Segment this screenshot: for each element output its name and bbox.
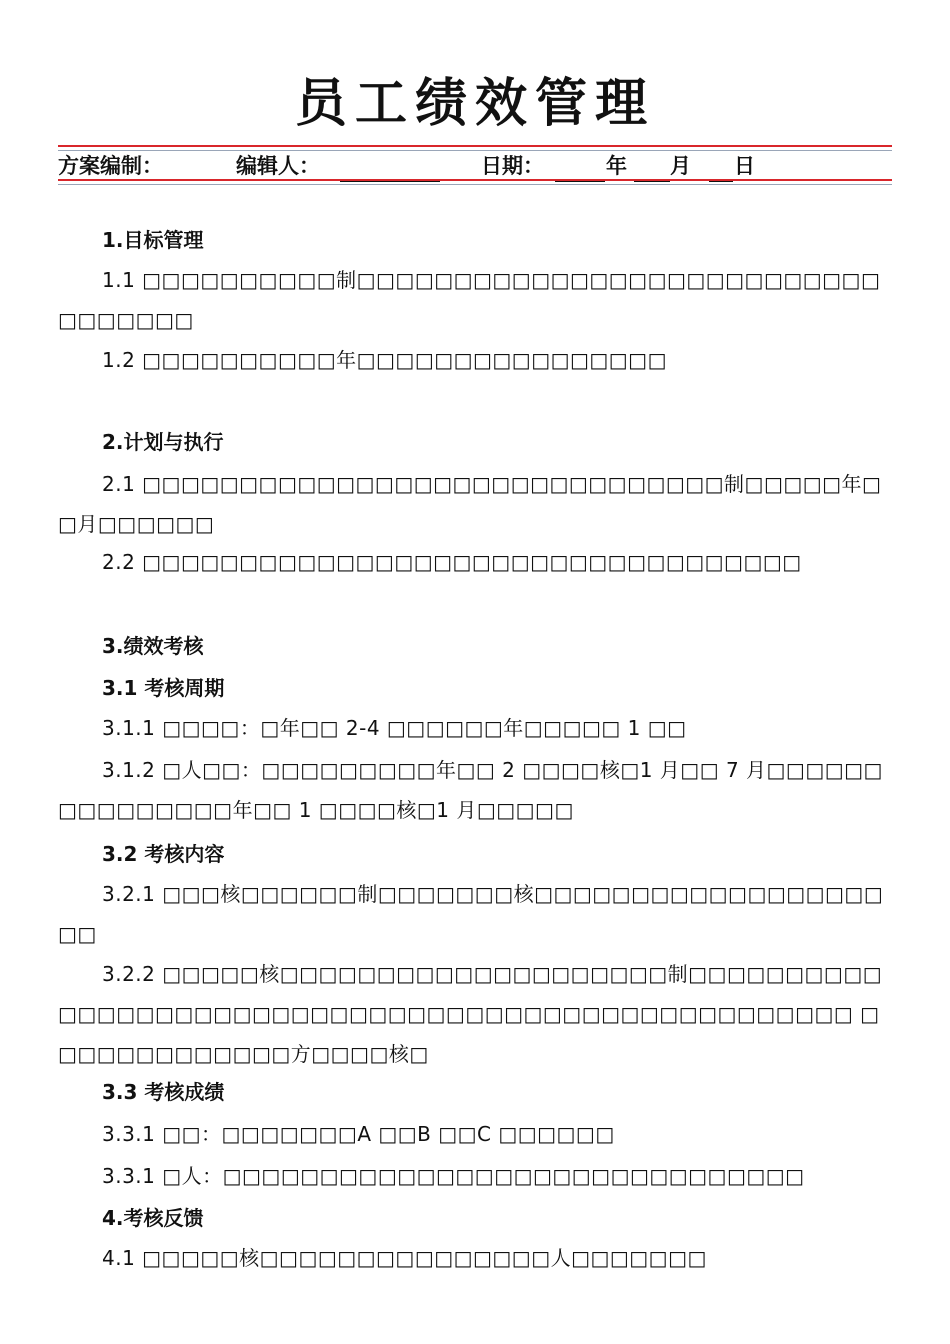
subsection-heading-3-3: 3.3 考核成绩 (102, 1080, 225, 1104)
paragraph-1-1: 1.1 □□□□□□□□□□制□□□□□□□□□□□□□□□□□□□□□□□□□□□□□□□□□□ (58, 268, 881, 332)
month-blank (634, 150, 670, 182)
day-label: 日 (734, 154, 755, 178)
month-label: 月 (670, 154, 691, 178)
section-heading-3: 3.绩效考核 (102, 634, 204, 658)
header-rule-bottom (58, 179, 892, 181)
plan-label: 方案编制： (58, 154, 163, 178)
paragraph-3-1-1: 3.1.1 □□□□：□年□□ 2-4 □□□□□□年□□□□□ 1 □□ (102, 716, 687, 740)
editor-label: 编辑人： (236, 154, 320, 178)
subsection-heading-3-2: 3.2 考核内容 (102, 842, 225, 866)
paragraph-3-2-2: 3.2.2 □□□□□核□□□□□□□□□□□□□□□□□□□□制□□□□□□□□□□□□□□□□□□□□□□□□□□□□□□□□□□□□□□□□□□□□□□□□□□□ □□□□□□□□□□□□□方□□□□核□ (58, 962, 883, 1066)
paragraph-2-1: 2.1 □□□□□□□□□□□□□□□□□□□□□□□□□□□□□□制□□□□□年□□月□□□□□□ (58, 472, 882, 536)
document-title: 员工绩效管理 (294, 73, 655, 134)
section-heading-4: 4.考核反馈 (102, 1206, 204, 1230)
year-label: 年 (606, 154, 627, 178)
paragraph-4-1: 4.1 □□□□□核□□□□□□□□□□□□□□□人□□□□□□□ (102, 1246, 707, 1270)
paragraph-1-2: 1.2 □□□□□□□□□□年□□□□□□□□□□□□□□□□ (102, 348, 667, 372)
day-blank (709, 150, 733, 182)
paragraph-3-3-1-grade: 3.3.1 □□：□□□□□□□A □□B □□C □□□□□□ (102, 1122, 615, 1146)
section-heading-2: 2.计划与执行 (102, 430, 224, 454)
year-blank (555, 150, 605, 182)
editor-blank (340, 150, 440, 182)
paragraph-3-2-1: 3.2.1 □□□核□□□□□□制□□□□□□□核□□□□□□□□□□□□□□□□□□□□ (58, 882, 884, 946)
paragraph-3-1-2: 3.1.2 □人□□：□□□□□□□□□年□□ 2 □□□□核□1 月□□ 7 月□□□□□□□□□□□□□□□年□□ 1 □□□□核□1 月□□□□□ (58, 758, 883, 822)
header-rule-bottom-thin (58, 184, 892, 185)
subsection-heading-3-1: 3.1 考核周期 (102, 676, 225, 700)
meta-line (58, 150, 892, 180)
paragraph-3-3-1-person: 3.3.1 □人：□□□□□□□□□□□□□□□□□□□□□□□□□□□□□□ (102, 1164, 805, 1188)
section-heading-1: 1.目标管理 (102, 228, 204, 252)
date-label: 日期： (481, 154, 544, 178)
header-rule-top (58, 145, 892, 147)
paragraph-2-2: 2.2 □□□□□□□□□□□□□□□□□□□□□□□□□□□□□□□□□□ (102, 550, 802, 574)
